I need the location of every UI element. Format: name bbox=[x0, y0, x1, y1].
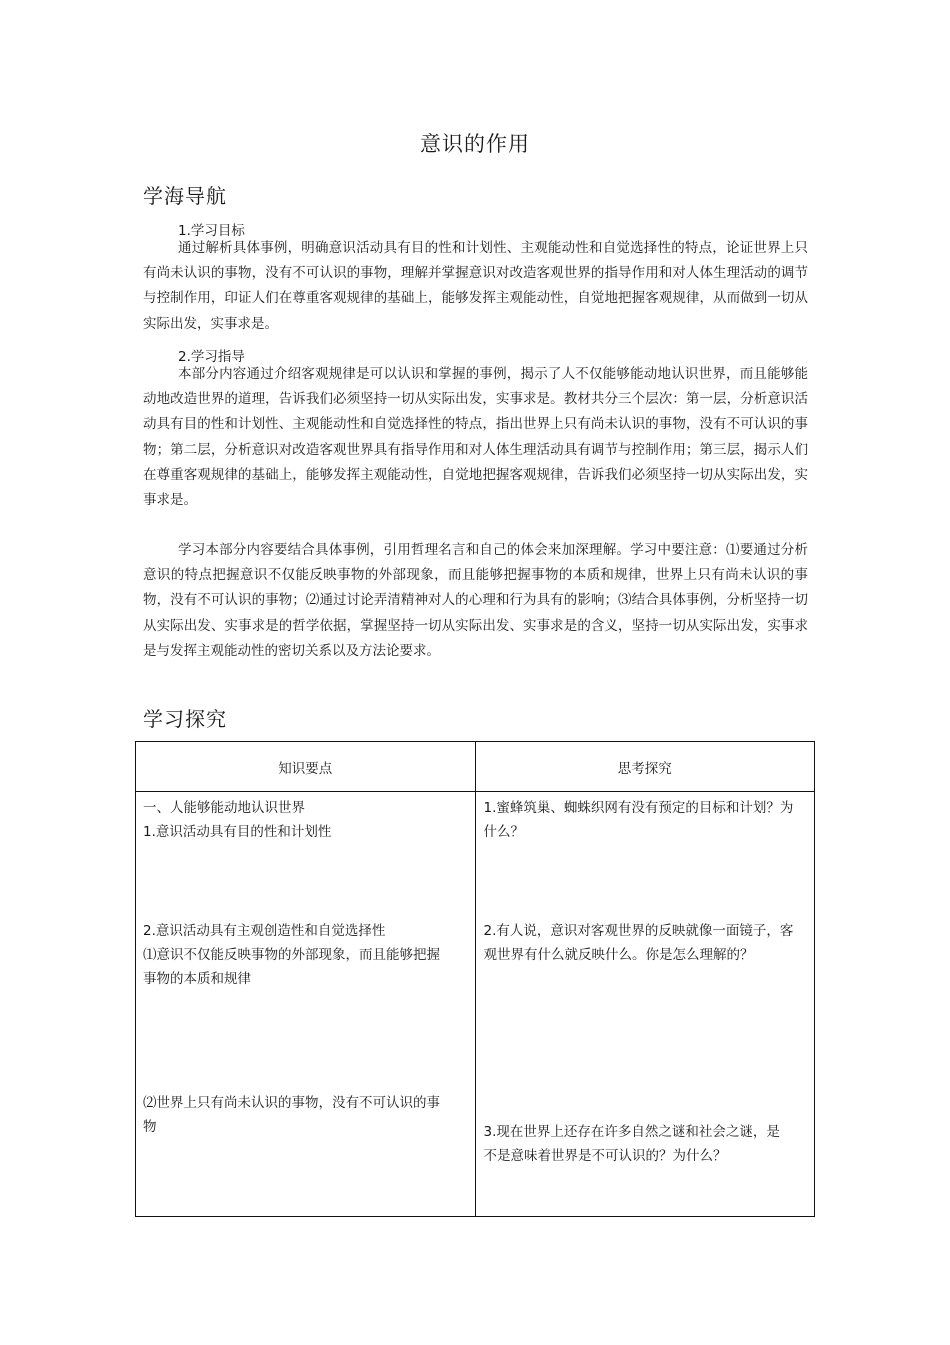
table-header-thinking: 思考探究 bbox=[475, 742, 815, 792]
learning-goal-heading: 1.学习目标 bbox=[178, 223, 245, 239]
learning-guide-paragraph-1: 本部分内容通过介绍客观规律是可以认识和掌握的事例，揭示了人不仅能够能动地认识世界，而且能够能动地改造世界的道理，告诉我们必须坚持一切从实际出发，实事求是。教材共分三个层次：第一层，分析意识活动具有目的性和计划性、主观能动性和自觉选择性的特点，指出世界上只有尚未认识的事物，没有不可认识的事物；第二层，分析意识对改造客观世界具有指导作用和对人体生理活动具有调节与控制作用；第三层，揭示人们在尊重客观规律的基础上，能够发挥主观能动性，自觉地把握客观规律，告诉我们必须坚持一切从实际出发，实事求是。 bbox=[143, 366, 808, 509]
learning-guide-heading: 2.学习指导 bbox=[178, 349, 245, 365]
thinking-question-1: 1.蜜蜂筑巢、蜘蛛织网有没有预定的目标和计划？为什么？ bbox=[483, 800, 794, 840]
learning-guide-paragraph-2: 学习本部分内容要结合具体事例，引用哲理名言和自己的体会来加深理解。学习中要注意：⑴要通过分析意识的特点把握意识不仅能反映事物的外部现象，而且能够把握事物的本质和规律，世界上只有尚未认识的事物，没有不可认识的事物；⑵通过讨论弄清精神对人的心理和行为具有的影响；⑶结合具体事例，分析坚持一切从实际出发、实事求是的哲学依据，掌握坚持一切从实际出发、实事求是的含义，坚持一切从实际出发，实事求是与发挥主观能动性的密切关系以及方法论要求。 bbox=[143, 542, 808, 659]
table-header-knowledge: 知识要点 bbox=[136, 742, 476, 792]
knowledge-point-1: 1.意识活动具有目的性和计划性 bbox=[143, 824, 332, 840]
thinking-question-3: 3.现在世界上还存在许多自然之谜和社会之谜，是不是意味着世界是不可认识的？为什么？ bbox=[483, 1124, 780, 1164]
thinking-question-2: 2.有人说，意识对客观世界的反映就像一面镜子，客观世界有什么就反映什么。你是怎么理解的？ bbox=[483, 923, 794, 963]
table-header-row bbox=[136, 742, 815, 792]
knowledge-point-2-2: ⑵世界上只有尚未认识的事物，没有不可认识的事物 bbox=[143, 1095, 440, 1135]
knowledge-cell bbox=[136, 792, 476, 1217]
table-row bbox=[136, 792, 815, 1217]
thinking-cell bbox=[475, 792, 815, 1217]
knowledge-point-section: 一、人能够能动地认识世界 bbox=[143, 800, 305, 816]
section-heading-navigation: 学海导航 bbox=[143, 184, 227, 208]
section-heading-inquiry: 学习探究 bbox=[143, 707, 227, 731]
knowledge-point-2-1: ⑴意识不仅能反映事物的外部现象，而且能够把握事物的本质和规律 bbox=[143, 947, 440, 987]
knowledge-point-2: 2.意识活动具有主观创造性和自觉选择性 bbox=[143, 923, 386, 939]
page-title: 意识的作用 bbox=[420, 132, 530, 156]
learning-goal-paragraph: 通过解析具体事例，明确意识活动具有目的性和计划性、主观能动性和自觉选择性的特点，论证世界上只有尚未认识的事物，没有不可认识的事物，理解并掌握意识对改造客观世界的指导作用和对人体生理活动的调节与控制作用，印证人们在尊重客观规律的基础上，能够发挥主观能动性，自觉地把握客观规律，从而做到一切从实际出发，实事求是。 bbox=[143, 240, 808, 332]
study-table bbox=[135, 741, 815, 1217]
